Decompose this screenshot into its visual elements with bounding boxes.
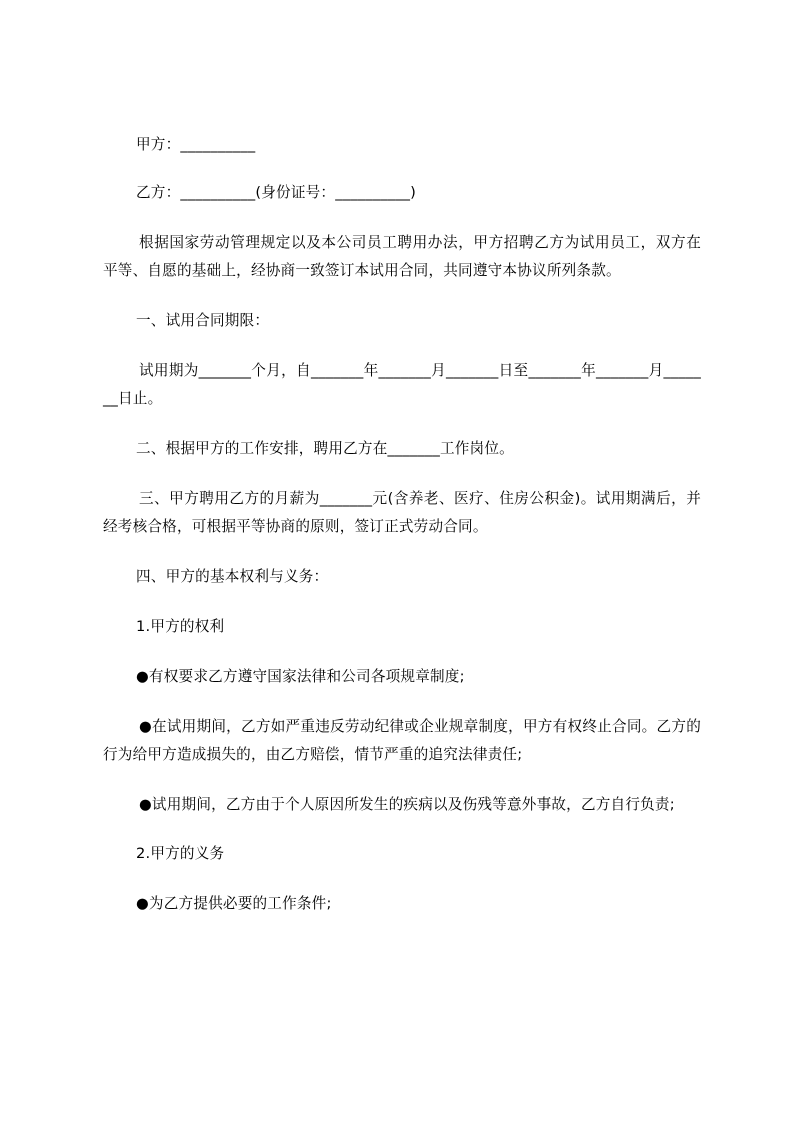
section-3-paragraph: 三、甲方聘用乙方的月薪为_______元(含养老、医疗、住房公积金)。试用期满后，并经考核合格，可根据平等协商的原则，签订正式劳动合同。 xyxy=(103,490,701,535)
section-1-body: 试用期为_______个月，自_______年_______月_______日至_______年_______月_______日止。 xyxy=(103,362,701,407)
section-2-paragraph: 二、根据甲方的工作安排，聘用乙方在_______工作岗位。 xyxy=(136,440,514,457)
right-item-1: ●有权要求乙方遵守国家法律和公司各项规章制度; xyxy=(136,668,465,685)
document-body xyxy=(103,131,701,918)
duty-item-1: ●为乙方提供必要的工作条件; xyxy=(136,895,332,912)
section-1-heading: 一、试用合同期限： xyxy=(136,312,270,329)
right-item-3: ●试用期间，乙方由于个人原因所发生的疾病以及伤残等意外事故，乙方自行负责; xyxy=(139,796,675,813)
section-4-heading: 四、甲方的基本权利与义务： xyxy=(136,568,329,585)
duties-heading: 2.甲方的义务 xyxy=(136,845,225,862)
party-b-line: 乙方：__________(身份证号：__________) xyxy=(136,184,417,201)
right-item-2: ●在试用期间，乙方如严重违反劳动纪律或企业规章制度，甲方有权终止合同。乙方的行为给甲方造成损失的，由乙方赔偿，情节严重的追究法律责任; xyxy=(103,718,701,763)
rights-heading: 1.甲方的权利 xyxy=(136,618,225,635)
party-a-line: 甲方：__________ xyxy=(136,136,256,153)
intro-paragraph: 根据国家劳动管理规定以及本公司员工聘用办法，甲方招聘乙方为试用员工，双方在平等、自愿的基础上，经协商一致签订本试用合同，共同遵守本协议所列条款。 xyxy=(103,234,701,279)
